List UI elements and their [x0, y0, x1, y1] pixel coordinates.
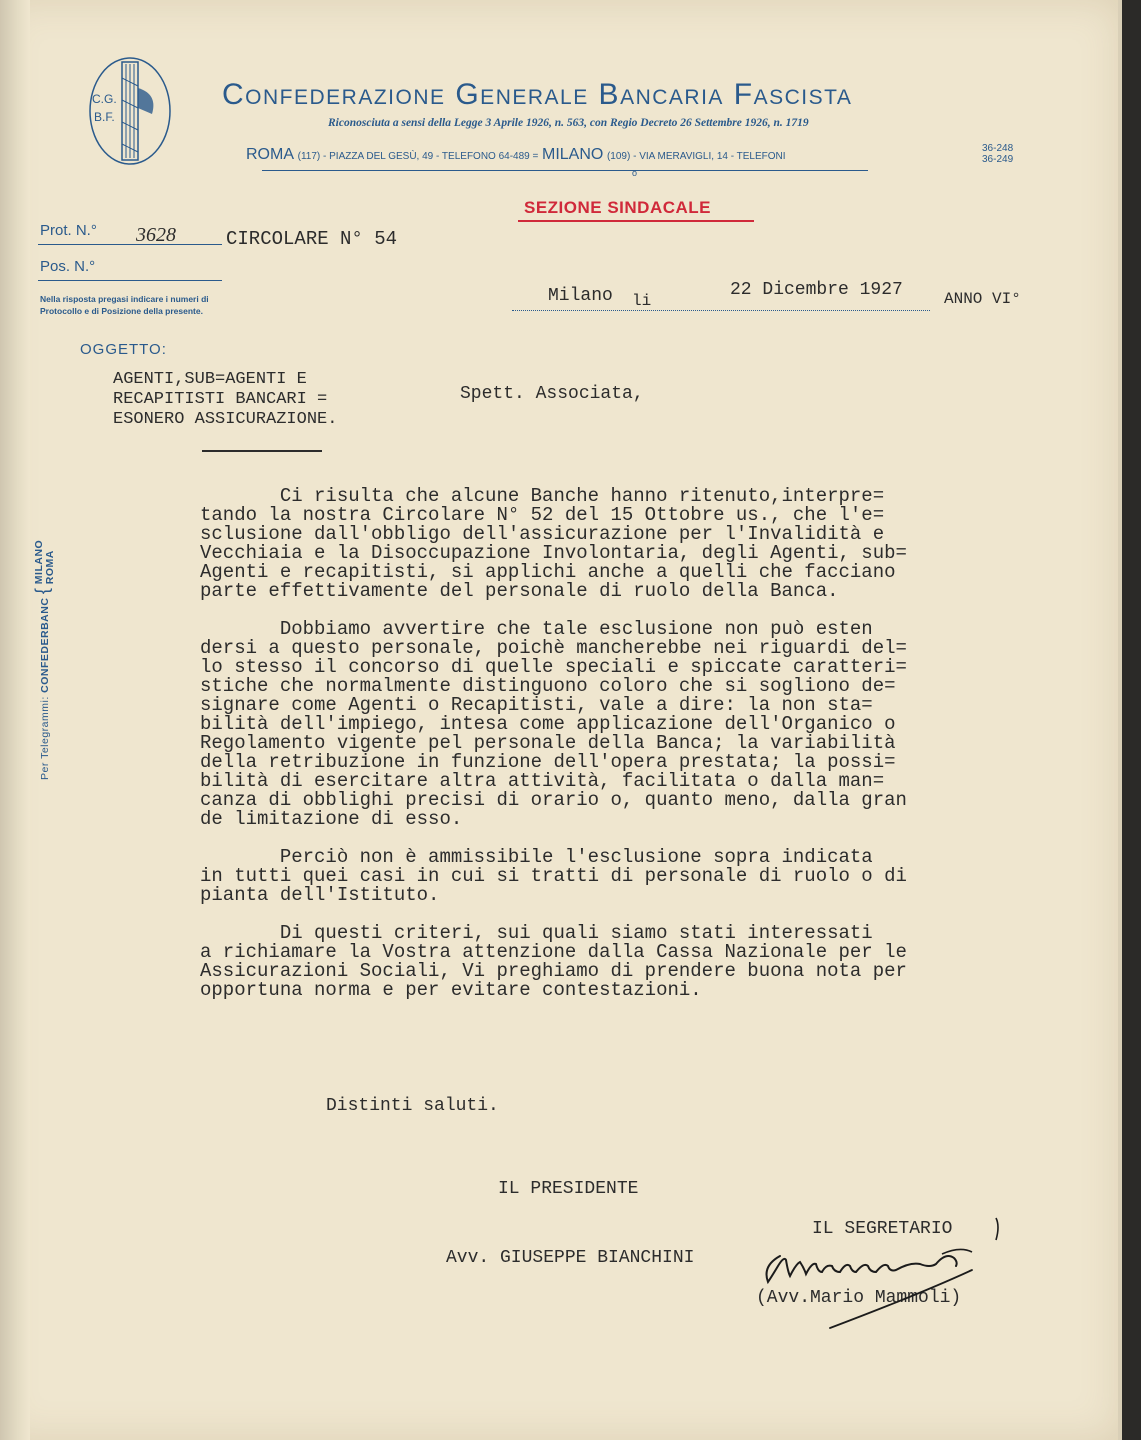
body-paragraph-1: Ci risulta che alcune Banche hanno ritenuto,interpre= tando la nostra Circolare N° 52 del 15 Ottobre us., che l'e= sclusione dall'obbligo dell'assicurazione per l'Invalidità e Vecchiaia e la Disoccupazione Involontaria, degli Agenti, sub= Agenti e recapitisti, si applichi anche a quelli che facciano parte effettivamente del personale di ruolo della Banca.	[200, 485, 907, 602]
header-rule-mark: o	[632, 168, 638, 178]
body-paragraph-3: Perciò non è ammissibile l'esclusione sopra indicata in tutti quei casi in cui si tratti di personale di ruolo o di pianta dell'Istituto.	[200, 846, 907, 906]
letter-body	[200, 487, 1000, 1019]
city-milano: MILANO	[33, 539, 46, 585]
li-word: li	[632, 292, 652, 310]
place: Milano	[548, 286, 613, 306]
binding-shadow	[0, 0, 30, 1440]
date: 22 Dicembre 1927	[730, 280, 903, 300]
oggetto-label: OGGETTO:	[80, 341, 167, 358]
closing: Distinti saluti.	[326, 1096, 499, 1116]
oggetto-line-2: RECAPITISTI BANCARI =	[113, 390, 328, 409]
prot-label: Prot. N.°	[40, 222, 97, 239]
reply-note-line-2: Protocollo e di Posizione della presente.	[40, 306, 203, 316]
secretary-name: (Avv.Mario Mammoli)	[756, 1288, 962, 1308]
reply-note-line-1: Nella risposta pregasi indicare i numeri di	[40, 294, 209, 304]
anno: ANNO VI°	[944, 290, 1021, 308]
date-dotted-line	[512, 310, 930, 311]
oggetto-underline	[202, 450, 322, 452]
body-paragraph-2: Dobbiamo avvertire che tale esclusione non può esten dersi a questo personale, poichè mancherebbe nei riguardi del= lo stesso il concorso di quelle speciali e spiccate caratteri= stiche che normalmente distinguono coloro che si sogliono de= signare come Agenti o Recapitisti, vale a dire: la non sta= bilità dell'impiego, intesa come applicazione dell'Organico o Regolamento vigente pel personale della Banca; la variabilità della retribuzione in funzione dell'opera prestata; la possi= bilità di esercitare altra attività, facilitata o dalla man= canza di obblighi precisi di orario o, quanto meno, dalla gran de limitazione di esso.	[200, 618, 907, 830]
telegram-cities	[34, 540, 56, 584]
city-roma: ROMA	[44, 550, 57, 585]
handwritten-signature	[760, 1216, 1010, 1336]
page-edge	[1118, 0, 1122, 1440]
pos-label: Pos. N.°	[40, 258, 96, 275]
phone-2: 36-249	[982, 154, 1014, 165]
emblem-initials-top: C.G.	[92, 92, 117, 106]
oggetto-line-1: AGENTI,SUB=AGENTI E	[113, 370, 307, 389]
prot-number: 3628	[136, 224, 176, 246]
brace-icon: {	[32, 587, 52, 595]
oggetto-text	[113, 370, 337, 430]
pos-line	[38, 280, 222, 281]
phone-1: 36-248	[982, 143, 1014, 154]
section-underline	[518, 220, 754, 222]
organization-name-text: Confederazione Generale Bancaria Fascista	[222, 78, 853, 111]
phone-numbers	[982, 143, 1013, 165]
address-milano: MILANO	[542, 146, 604, 163]
address-roma-details: (117) - PIAZZA DEL GESÙ, 49 - TELEFONO 64-489 =	[297, 151, 539, 162]
salutation: Spett. Associata,	[460, 384, 644, 404]
telegram-sidebar	[32, 540, 56, 780]
body-paragraph-4: Di questi criteri, sui quali siamo stati interessati a richiamare la Vostra attenzione dalla Cassa Nazionale per le Assicurazioni Sociali, Vi preghiamo di prendere buona nota per opportuna norma e per evitare contestazioni.	[200, 922, 907, 1001]
address-roma: ROMA	[246, 146, 294, 163]
reply-note	[40, 293, 209, 317]
header-rule	[262, 170, 868, 171]
address-milano-details: (109) - VIA MERAVIGLI, 14 - TELEFONI	[606, 151, 786, 162]
emblem-initials-bottom: B.F.	[94, 110, 115, 124]
telegram-address: CONFEDERBANC	[39, 597, 51, 693]
president-name: Avv. GIUSEPPE BIANCHINI	[446, 1248, 695, 1268]
address-line	[246, 146, 786, 164]
circolare-number: CIRCOLARE N° 54	[226, 228, 398, 250]
section-title: SEZIONE SINDACALE	[524, 198, 712, 217]
oggetto-line-3: ESONERO ASSICURAZIONE.	[113, 410, 338, 429]
organization-name	[222, 78, 852, 112]
president-block	[446, 1132, 694, 1316]
telegram-label: Per Telegrammi:	[39, 696, 51, 780]
president-title: IL PRESIDENTE	[498, 1179, 639, 1199]
prot-line	[38, 244, 222, 245]
recognition-line: Riconosciuta a sensi della Legge 3 Aprile 1926, n. 563, con Regio Decreto 26 Settembre 1926, n. 1719	[328, 117, 809, 129]
secretary-title: IL SEGRETARIO	[812, 1219, 953, 1239]
